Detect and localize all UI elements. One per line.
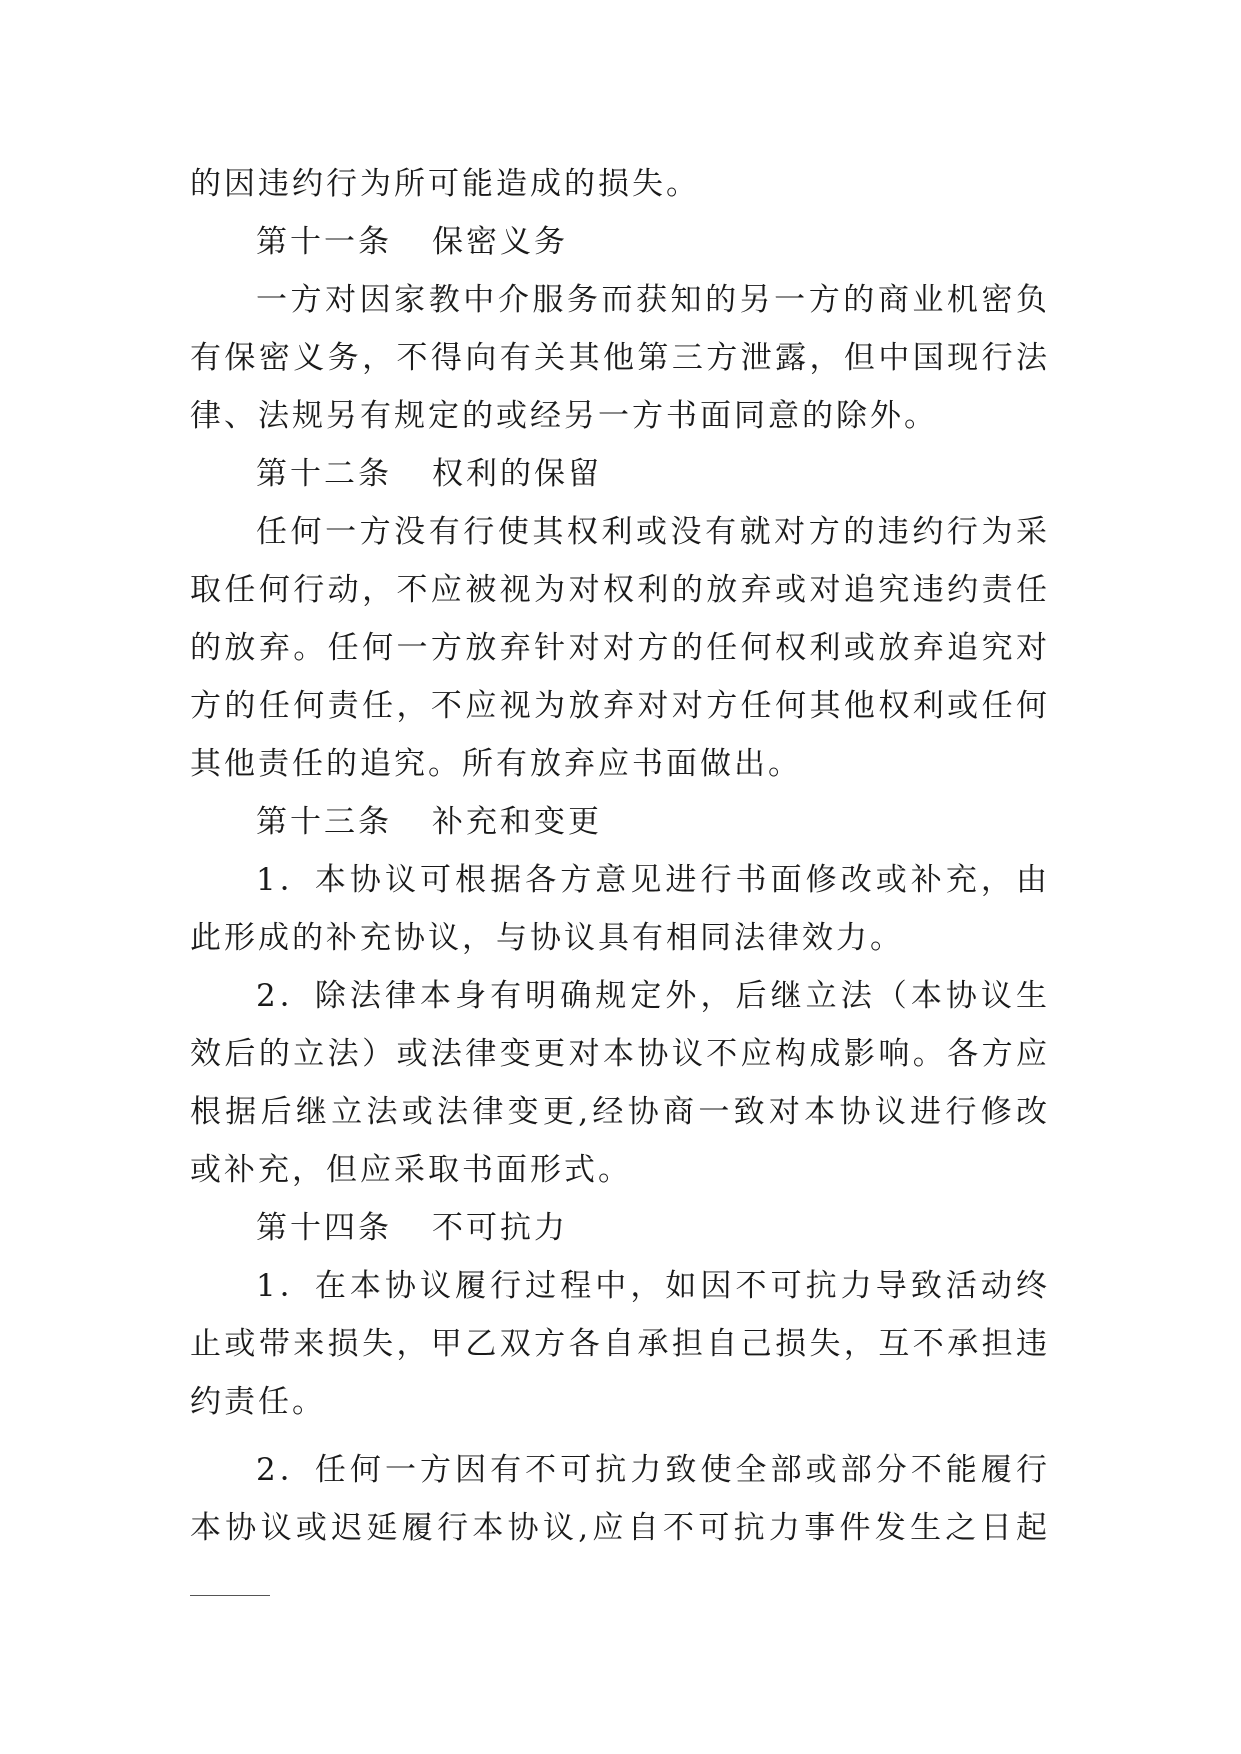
article-13-heading [190, 793, 1050, 851]
article-14-number: 第十四条 [256, 1210, 392, 1246]
article-12-heading [190, 445, 1050, 503]
document-body [190, 155, 1050, 1615]
article-12-number: 第十二条 [256, 456, 392, 492]
paragraph-continuation: 的因违约行为所可能造成的损失。 [190, 166, 700, 202]
article-11-body: 一方对因家教中介服务而获知的另一方的商业机密负有保密义务，不得向有关其他第三方泄露，但中国现行法律、法规另有规定的或经另一方书面同意的除外。 [190, 282, 1050, 434]
article-14-clause-1: 1．在本协议履行过程中，如因不可抗力导致活动终止或带来损失，甲乙双方各自承担自己损失，互不承担违约责任。 [190, 1268, 1050, 1420]
article-13-number: 第十三条 [256, 804, 392, 840]
article-12-body: 任何一方没有行使其权利或没有就对方的违约行为采取任何行动，不应被视为对权利的放弃或对追究违约责任的放弃。任何一方放弃针对对方的任何权利或放弃追究对方的任何责任，不应视为放弃对对方任何其他权利或任何其他责任的追究。所有放弃应书面做出。 [190, 514, 1050, 782]
article-14-clause-2-text: 2．任何一方因有不可抗力致使全部或部分不能履行本协议或迟延履行本协议,应自不可抗力事件发生之日起 [190, 1452, 1050, 1546]
article-11-heading [190, 213, 1050, 271]
article-14-title: 不可抗力 [432, 1210, 568, 1246]
article-11-number: 第十一条 [256, 224, 392, 260]
article-11-title: 保密义务 [432, 224, 568, 260]
article-13-title: 补充和变更 [432, 804, 602, 840]
article-12-title: 权利的保留 [432, 456, 602, 492]
article-14-clause-2 [190, 1441, 1050, 1615]
article-13-clause-1: 1．本协议可根据各方意见进行书面修改或补充，由此形成的补充协议，与协议具有相同法律效力。 [190, 862, 1050, 956]
article-13-clause-2: 2．除法律本身有明确规定外，后继立法（本协议生效后的立法）或法律变更对本协议不应构成影响。各方应根据后继立法或法律变更,经协商一致对本协议进行修改或补充，但应采取书面形式。 [190, 978, 1050, 1188]
article-14-heading [190, 1199, 1050, 1257]
fill-in-blank [190, 1567, 270, 1596]
